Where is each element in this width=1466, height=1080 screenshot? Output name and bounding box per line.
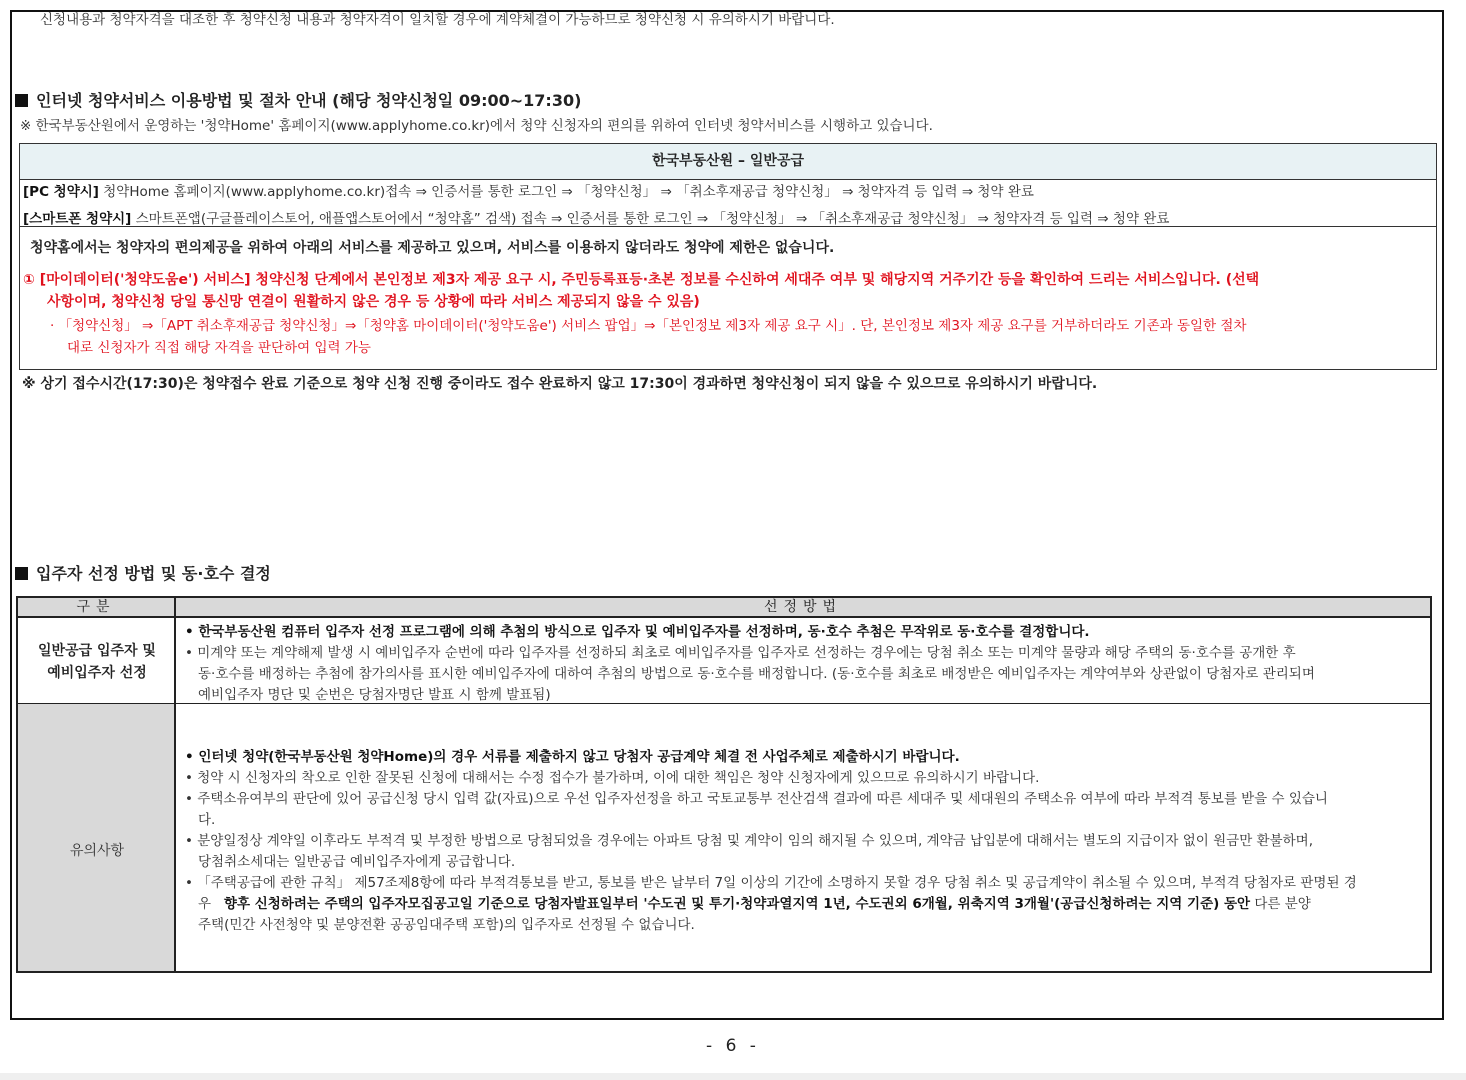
row2-bullet5-line2 [198, 892, 1311, 912]
row2-bullet1: • 인터넷 청약(한국부동산원 청약Home)의 경우 서류를 제출하지 않고 당첨자 공급계약 체결 전 사업주체로 제출하시기 바랍니다. [185, 749, 960, 765]
mobile-text: 스마트폰앱(구글플레이스토어, 애플앱스토어에서 “청약홈” 검색) 접속 ⇒ 인증서를 통한 로그인 ⇒ 「청약신청」 ⇒ 「취소후재공급 청약신청」 ⇒ 청약자격 등 입력 ⇒ 청약 완료 [131, 211, 1170, 227]
info-line: 청약홈에서는 청약자의 편의제공을 위하여 아래의 서비스를 제공하고 있으며, 서비스를 이용하지 않더라도 청약에 제한은 없습니다. [30, 240, 835, 256]
deadline-warning: ※ 상기 접수시간(17:30)은 청약접수 완료 기준으로 청약 신청 진행 중이라도 접수 완료하지 않고 17:30이 경과하면 청약신청이 되지 않을 수 있으므로 유의하시기 바랍니다. [22, 376, 1098, 392]
col-header-method: 선정방법 [176, 598, 1430, 618]
row1-bullet2-line1: • 미계약 또는 계약해제 발생 시 예비입주자 순번에 따라 입주자를 선정하되 최초로 예비입주자를 입주자로 선정하는 경우에는 당첨 취소 또는 미계약 물량과 해당 주택의 동·호수를 공개한 후 [185, 645, 1296, 661]
row1-label-a: 일반공급 입주자 및 [38, 643, 156, 659]
mobile-label: [스마트폰 청약시] [23, 211, 132, 227]
section2-title-text: 입주자 선정 방법 및 동·호수 결정 [36, 564, 271, 583]
mydata-steps-line2: 대로 신청자가 직접 해당 자격을 판단하여 입력 가능 [67, 340, 371, 356]
page-number: - 6 - [706, 1036, 760, 1056]
square-bullet-icon [15, 567, 28, 580]
row1-bullet2-line2: 동·호수를 배정하는 추첨에 참가의사를 표시한 예비입주자에 대하여 추첨의 방법으로 동·호수를 배정합니다. (동·호수를 최초로 배정받은 예비입주자는 계약여부와 상관없이 당첨자로 관리되며 [198, 666, 1315, 682]
mydata-info-box [19, 227, 1437, 370]
row-divider [18, 703, 1430, 704]
row2-bullet5-line3: 주택(민간 사전청약 및 분양전환 공공임대주택 포함)의 입주자로 선정될 수 없습니다. [198, 917, 695, 933]
pc-row [23, 180, 1034, 200]
row2-bullet5-line1: • 「주택공급에 관한 규칙」 제57조제8항에 따라 부적격통보를 받고, 통보를 받은 날부터 7일 이상의 기간에 소명하지 못할 경우 당첨 취소 및 공급계약이 취소될 수 있으며, 부적격 당첨자로 판명된 경 [185, 875, 1357, 891]
row2-bullet5-post: 다른 분양 [1250, 896, 1311, 912]
row2-bullet5-pre: 우 [198, 896, 212, 912]
row1-bullet2-line3: 예비입주자 명단 및 순번은 당첨자명단 발표 시 함께 발표됨) [198, 687, 551, 703]
pc-label: [PC 청약시] [23, 184, 99, 200]
bottom-bar [0, 1073, 1466, 1080]
row2-bullet3-line1: • 주택소유여부의 판단에 있어 공급신청 당시 입력 값(자료)으로 우선 입주자선정을 하고 국토교통부 전산검색 결과에 따른 세대주 및 세대원의 주택소유 여부에 따라 부적격 통보를 받을 수 있습니 [185, 791, 1328, 807]
row2-bullet4-line2: 당첨취소세대는 일반공급 예비입주자에게 공급합니다. [198, 854, 516, 870]
service-box-header: 한국부동산원 – 일반공급 [20, 144, 1436, 180]
mydata-steps-line1: · 「청약신청」 ⇒「APT 취소후재공급 청약신청」⇒「청약홈 마이데이터('청약도움e') 서비스 팝업」⇒「본인정보 제3자 제공 요구 시」. 단, 본인정보 제3자 제공 요구를 거부하더라도 기존과 동일한 절차 [50, 318, 1247, 334]
row2-bullet2: • 청약 시 신청자의 착오로 인한 잘못된 신청에 대해서는 수정 접수가 불가하며, 이에 대한 책임은 청약 신청자에게 있으므로 유의하시기 바랍니다. [185, 770, 1040, 786]
section2-title [15, 564, 271, 584]
top-notice: 신청내용과 청약자격을 대조한 후 청약신청 내용과 청약자격이 일치할 경우에 계약체결이 가능하므로 청약신청 시 유의하시기 바랍니다. [40, 12, 835, 28]
section1-title-text: 인터넷 청약서비스 이용방법 및 절차 안내 (해당 청약신청일 09:00~17:30) [36, 91, 582, 110]
service-box [19, 143, 1437, 227]
row2-bullet4-line1: • 분양일정상 계약일 이후라도 부적격 및 부정한 방법으로 당첨되었을 경우에는 아파트 당첨 및 계약이 임의 해지될 수 있으며, 계약금 납입분에 대해서는 별도의 지급이자 없이 원금만 환불하며, [185, 833, 1313, 849]
section1-note: ※ 한국부동산원에서 운영하는 '청약Home' 홈페이지(www.applyhome.co.kr)에서 청약 신청자의 편의를 위하여 인터넷 청약서비스를 시행하고 있습니다. [20, 118, 933, 134]
row1-label-b: 예비입주자 선정 [47, 665, 147, 681]
section1-title [15, 91, 581, 111]
row2-label-cell [18, 704, 176, 971]
mydata-service-line2: 사항이며, 청약신청 당일 통신망 연결이 원활하지 않은 경우 등 상황에 따라 서비스 제공되지 않을 수 있음) [47, 294, 700, 310]
mydata-service-line1: ① [마이데이터('청약도움e') 서비스] 청약신청 단계에서 본인정보 제3자 제공 요구 시, 주민등록표등·초본 정보를 수신하여 세대주 여부 및 해당지역 거주기간 등을 확인하여 드리는 서비스입니다. (선택 [23, 272, 1260, 288]
col-header-category: 구분 [18, 598, 176, 618]
pc-text: 청약Home 홈페이지(www.applyhome.co.kr)접속 ⇒ 인증서를 통한 로그인 ⇒ 「청약신청」 ⇒ 「취소후재공급 청약신청」 ⇒ 청약자격 등 입력 ⇒ 청약 완료 [98, 184, 1034, 200]
mobile-row [23, 207, 1169, 227]
row1-bullet1: • 한국부동산원 컴퓨터 입주자 선정 프로그램에 의해 추첨의 방식으로 입주자 및 예비입주자를 선정하며, 동·호수 추첨은 무작위로 동·호수를 결정합니다. [185, 624, 1090, 640]
row2-bullet3-line2: 다. [198, 812, 216, 828]
row2-label: 유의사항 [69, 843, 125, 859]
square-bullet-icon [15, 94, 28, 107]
row2-bullet5-bold: 향후 신청하려는 주택의 입주자모집공고일 기준으로 당첨자발표일부터 '수도권 및 투기·청약과열지역 1년, 수도권외 6개월, 위축지역 3개월'(공급신청하려는 지역 기준) 동안 [223, 896, 1251, 912]
